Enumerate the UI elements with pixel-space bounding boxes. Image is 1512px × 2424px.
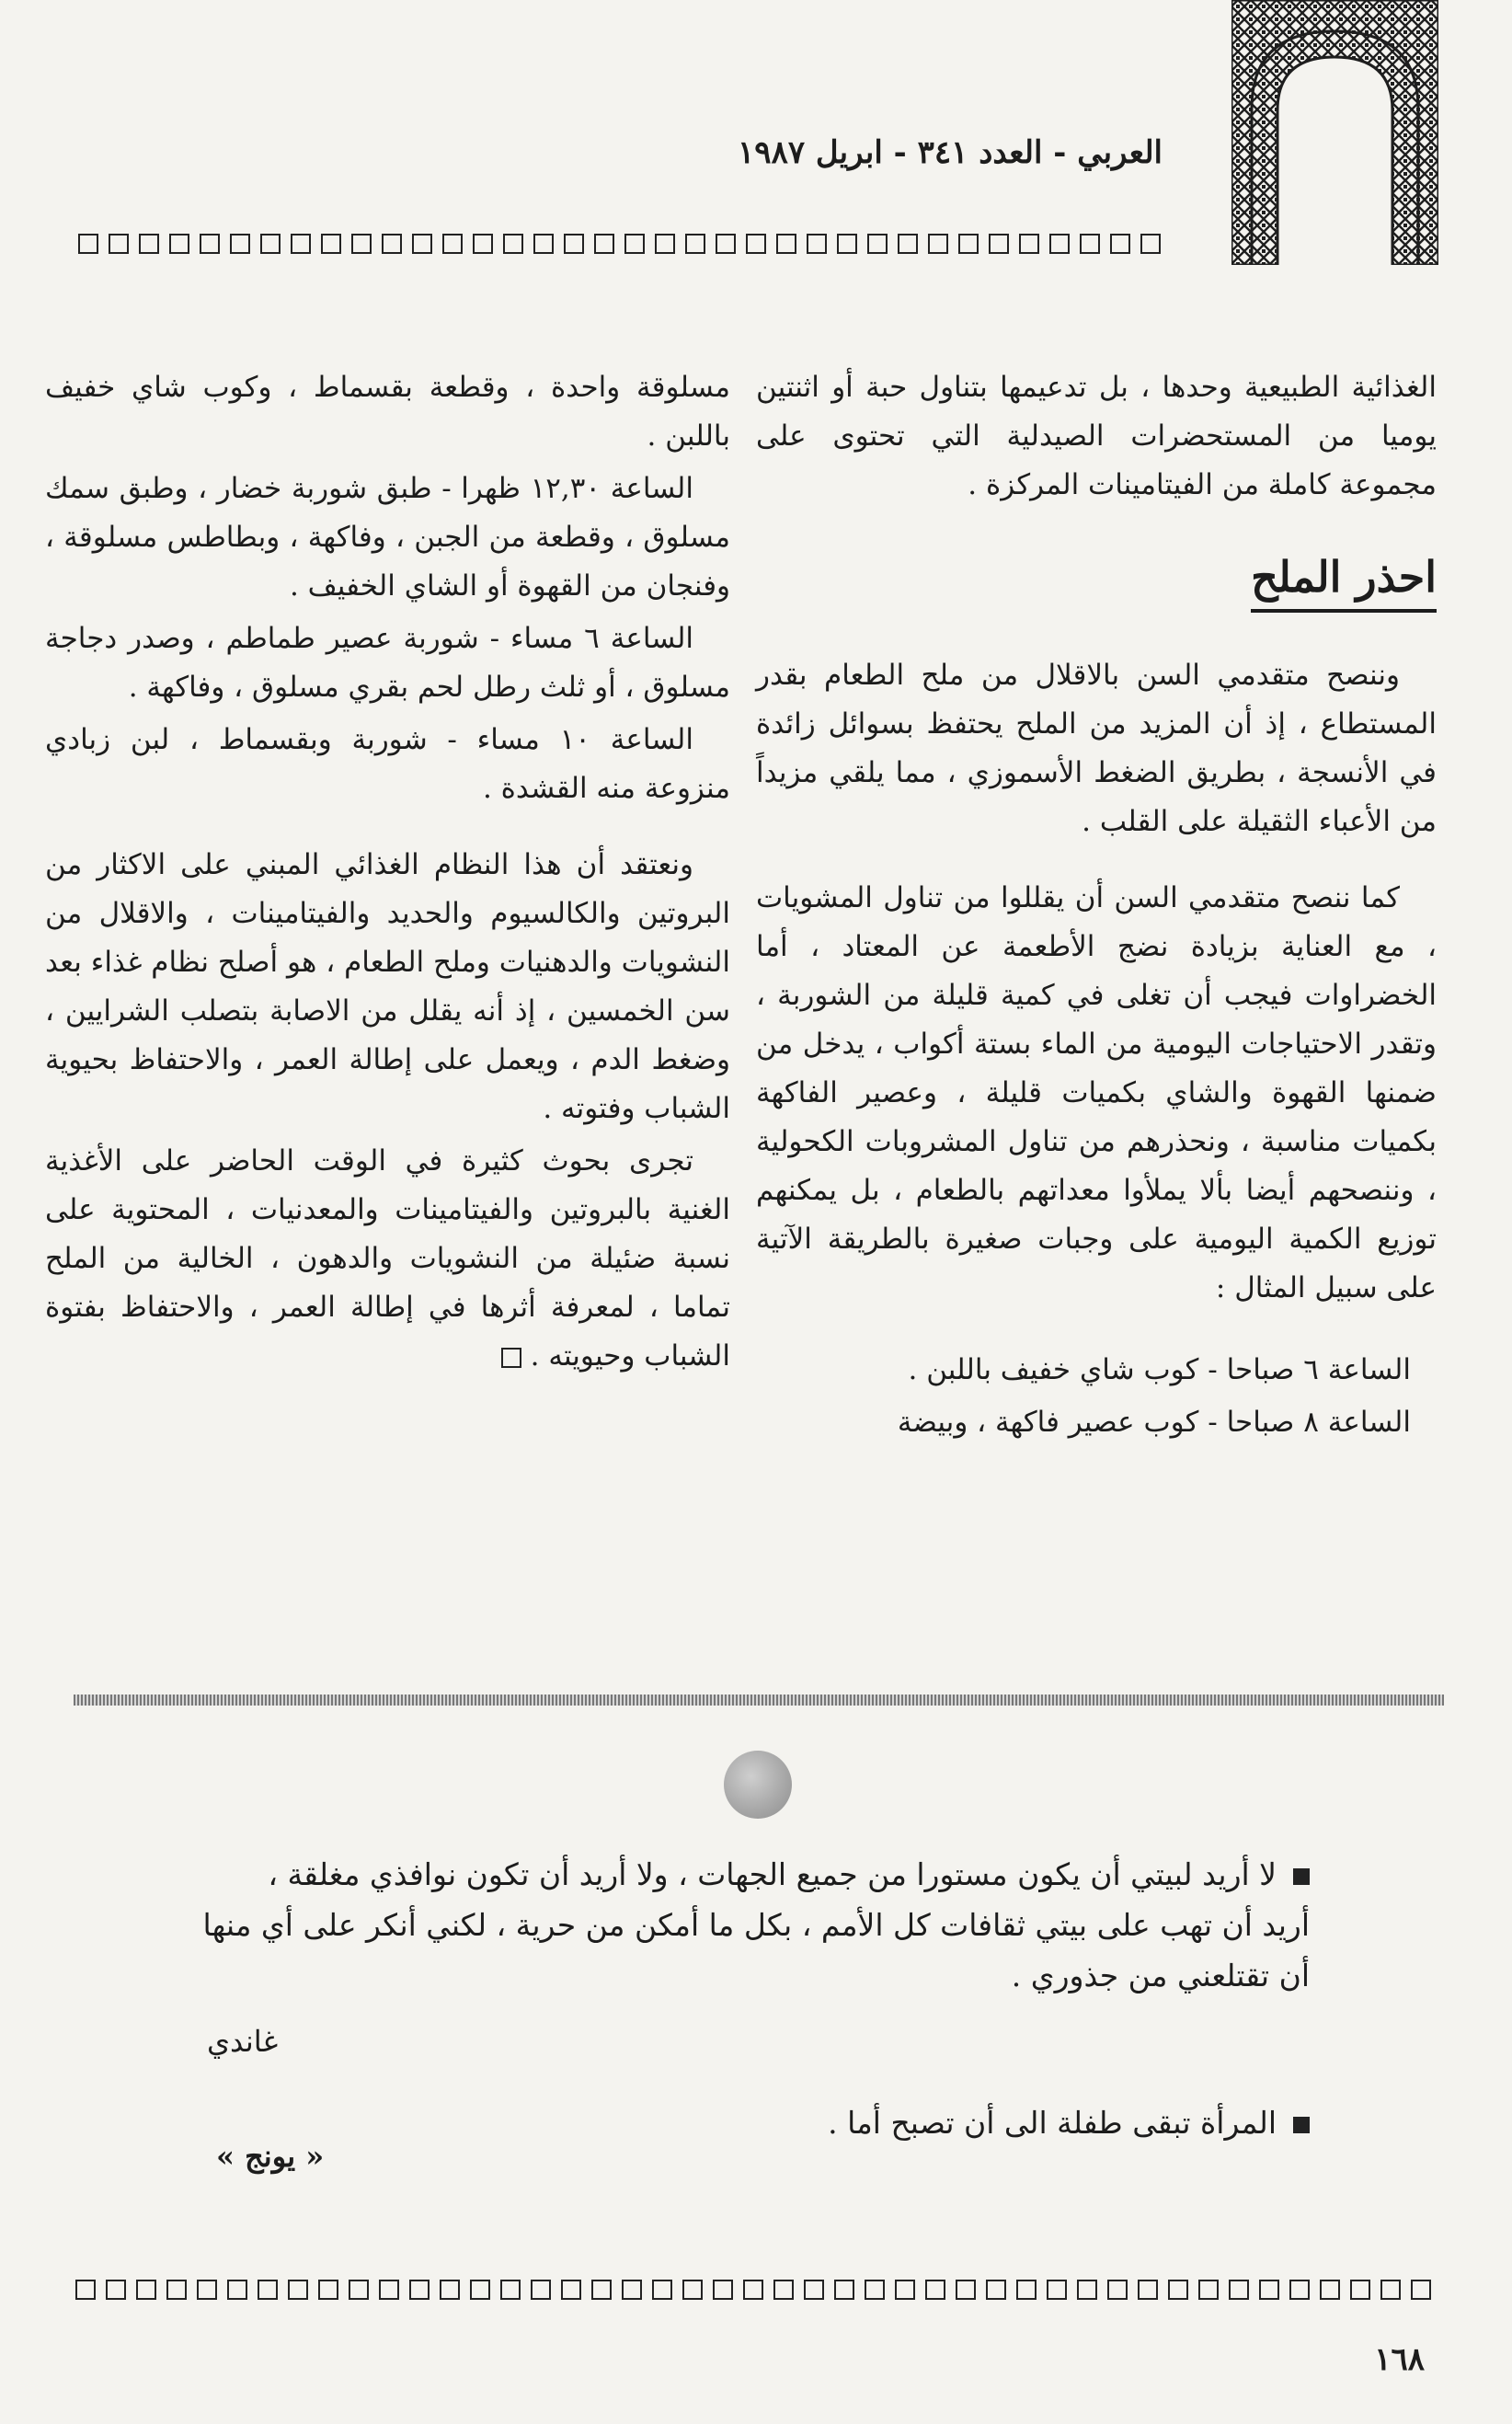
divider-square: [746, 234, 766, 254]
divider-square: [1047, 2280, 1067, 2300]
divider-square: [197, 2280, 217, 2300]
divider-square: [473, 234, 493, 254]
divider-square: [349, 2280, 369, 2300]
divider-square: [1320, 2280, 1340, 2300]
arabesque-ornament: [1231, 0, 1438, 265]
divider-square: [1259, 2280, 1279, 2300]
divider-square: [166, 2280, 187, 2300]
divider-square: [136, 2280, 156, 2300]
divider-square: [288, 2280, 308, 2300]
divider-square: [78, 234, 98, 254]
divider-square: [1350, 2280, 1370, 2300]
quote-author-jung: « يونج »: [216, 2139, 325, 2174]
section-heading: [756, 550, 1437, 613]
left-column: [45, 363, 730, 1381]
divider-square: [989, 234, 1009, 254]
divider-square: [318, 2280, 338, 2300]
quote-jung-text: المرأة تبقى طفلة الى أن تصبح أما .: [828, 2105, 1277, 2141]
divider-square: [351, 234, 372, 254]
divider-square: [442, 234, 463, 254]
divider-square: [139, 234, 159, 254]
divider-square: [258, 2280, 278, 2300]
quote-line: أن تقتلعني من جذوري .: [1011, 1958, 1310, 1993]
paragraph: الساعة ١٠ مساء - شوربة وبقسماط ، لبن زبادي منزوعة منه القشدة .: [45, 723, 730, 805]
divider-square: [533, 234, 554, 254]
schedule-line: الساعة ٨ صباحا - كوب عصير فاكهة ، وبيضة: [897, 1406, 1411, 1439]
divider-square: [895, 2280, 915, 2300]
divider-square: [412, 234, 432, 254]
divider-square: [75, 2280, 96, 2300]
square-bullet-icon: [1293, 2117, 1310, 2133]
divider-square: [591, 2280, 612, 2300]
divider-square: [1140, 234, 1161, 254]
divider-square: [440, 2280, 460, 2300]
paragraph: الغذائية الطبيعية وحدها ، بل تدعيمها بتناول حبة أو اثنتين يوميا من المستحضرات الصيدلية التي تحتوى على مجموعة كاملة من الفيتامينات المركزة .: [756, 371, 1437, 501]
divider-square: [260, 234, 281, 254]
paragraph: مسلوقة واحدة ، وقطعة بقسماط ، وكوب شاي خفيف باللبن .: [45, 371, 730, 453]
paragraph: ونعتقد أن هذا النظام الغذائي المبني على الاكثار من البروتين والكالسيوم والحديد والفيتامينات ، والاقلال من النشويات والدهنيات وملح الطعام ، هو أصلح نظام غذاء بعد سن الخمسين ، إذ أنه يقلل من الاصابة بتصلب الشرايين ، وضغط الدم ، ويعمل على إطالة العمر ، والاحتفاظ بحيوية الشباب وفتوته .: [45, 848, 730, 1125]
end-of-article-icon: [501, 1348, 521, 1368]
divider-square: [1016, 2280, 1037, 2300]
square-bullet-icon: [1293, 1868, 1310, 1885]
divider-square: [1229, 2280, 1249, 2300]
divider-square: [1380, 2280, 1401, 2300]
divider-square: [655, 234, 675, 254]
paragraph: كما ننصح متقدمي السن أن يقللوا من تناول المشويات ، مع العناية بزيادة نضج الأطعمة عن المعتاد ، أما الخضراوات فيجب أن تغلى في كمية قليلة من الشوربة ، وتقدر الاحتياجات اليومية من الماء بستة أكواب ، يدخل من ضمنها القهوة والشاي بكميات قليلة ، وعصير الفاكهة بكميات مناسبة ، ونحذرهم من تناول المشروبات الكحولية ، وننصحهم أيضا بألا يملأوا معداتهم بالطعام ، بل يمكنهم توزيع الكمية اليومية على وجبات صغيرة بالطريقة الآتية على سبيل المثال :: [756, 881, 1437, 1304]
divider-square: [200, 234, 220, 254]
divider-square: [109, 234, 129, 254]
divider-square: [1107, 2280, 1128, 2300]
quote-line-text: لا أريد لبيتي أن يكون مستورا من جميع الجهات ، ولا أريد أن تكون نوافذي مغلقة ،: [268, 1856, 1277, 1892]
running-head: العربي - العدد ٣٤١ - ابريل ١٩٨٧: [738, 134, 1163, 171]
divider-square: [834, 2280, 854, 2300]
section-heading-text: احذر الملح: [1251, 550, 1437, 613]
divider-square: [561, 2280, 581, 2300]
divider-square: [956, 2280, 976, 2300]
divider-square: [169, 234, 189, 254]
divider-square: [807, 234, 827, 254]
divider-square: [1289, 2280, 1310, 2300]
divider-square: [776, 234, 796, 254]
quote-author-gandhi: غاندي: [207, 2024, 279, 2059]
divider-square: [986, 2280, 1006, 2300]
divider-square: [227, 2280, 247, 2300]
divider-square: [106, 2280, 126, 2300]
divider-square: [531, 2280, 551, 2300]
hatched-divider: [74, 1695, 1444, 1706]
divider-square: [382, 234, 402, 254]
divider-square: [682, 2280, 703, 2300]
divider-square: [716, 234, 736, 254]
divider-square: [291, 234, 311, 254]
divider-square: [1080, 234, 1100, 254]
paragraph: وننصح متقدمي السن بالاقلال من ملح الطعام بقدر المستطاع ، إذ أن المزيد من الملح يحتفظ بسوائل زائدة في الأنسجة ، بطريق الضغط الأسموزي ، مما يلقي مزيداً من الأعباء الثقيلة على القلب .: [756, 659, 1437, 838]
right-column: [756, 363, 1437, 1447]
divider-square: [1168, 2280, 1188, 2300]
divider-square: [925, 2280, 945, 2300]
divider-square: [409, 2280, 430, 2300]
divider-square: [958, 234, 979, 254]
divider-square: [1198, 2280, 1219, 2300]
divider-square: [230, 234, 250, 254]
paragraph-final: [45, 1137, 730, 1381]
divider-square: [624, 234, 645, 254]
page-number: ١٦٨: [1374, 2341, 1425, 2378]
divider-square: [594, 234, 614, 254]
top-box-divider: [78, 234, 1161, 254]
divider-square: [564, 234, 584, 254]
divider-square: [622, 2280, 642, 2300]
quote-line: [197, 1849, 1310, 1900]
divider-square: [470, 2280, 490, 2300]
divider-square: [379, 2280, 399, 2300]
divider-square: [1138, 2280, 1158, 2300]
quote-jung: [828, 2105, 1310, 2141]
divider-square: [1049, 234, 1070, 254]
divider-square: [713, 2280, 733, 2300]
divider-square: [773, 2280, 794, 2300]
meal-schedule: [756, 1346, 1437, 1447]
divider-square: [867, 234, 888, 254]
divider-square: [1077, 2280, 1097, 2300]
schedule-line: الساعة ٦ صباحا - كوب شاي خفيف باللبن .: [908, 1353, 1411, 1386]
divider-square: [503, 234, 523, 254]
divider-square: [1110, 234, 1130, 254]
divider-square: [928, 234, 948, 254]
quote-gandhi: [197, 1849, 1310, 2001]
bottom-box-divider: [75, 2280, 1431, 2300]
divider-square: [1411, 2280, 1431, 2300]
divider-square: [500, 2280, 521, 2300]
divider-square: [865, 2280, 885, 2300]
divider-square: [1019, 234, 1039, 254]
divider-square: [743, 2280, 763, 2300]
paragraph: الساعة ١٢,٣٠ ظهرا - طبق شوربة خضار ، وطبق سمك مسلوق ، وقطعة من الجبن ، وفاكهة ، وبطاطس مسلوقة ، وفنجان من القهوة أو الشاي الخفيف .: [45, 472, 730, 603]
divider-square: [804, 2280, 824, 2300]
divider-square: [837, 234, 857, 254]
quote-line: أريد أن تهب على بيتي ثقافات كل الأمم ، بكل ما أمكن من حرية ، لكني أنكر على أي منها: [202, 1907, 1310, 1943]
paragraph-final-text: تجرى بحوث كثيرة في الوقت الحاضر على الأغذية الغنية بالبروتين والفيتامينات والمعدنيات ، المحتوية على نسبة ضئيلة من النشويات والدهون ، الخالية من الملح تماما ، لمعرفة أثرها في إطالة العمر ، والاحتفاظ بفتوة الشباب وحيويته .: [45, 1144, 730, 1373]
divider-square: [652, 2280, 672, 2300]
divider-square: [685, 234, 705, 254]
divider-square: [898, 234, 918, 254]
grey-dot-ornament: [724, 1751, 792, 1819]
paragraph: الساعة ٦ مساء - شوربة عصير طماطم ، وصدر دجاجة مسلوق ، أو ثلث رطل لحم بقري مسلوق ، وفاكهة .: [45, 622, 730, 704]
divider-square: [321, 234, 341, 254]
